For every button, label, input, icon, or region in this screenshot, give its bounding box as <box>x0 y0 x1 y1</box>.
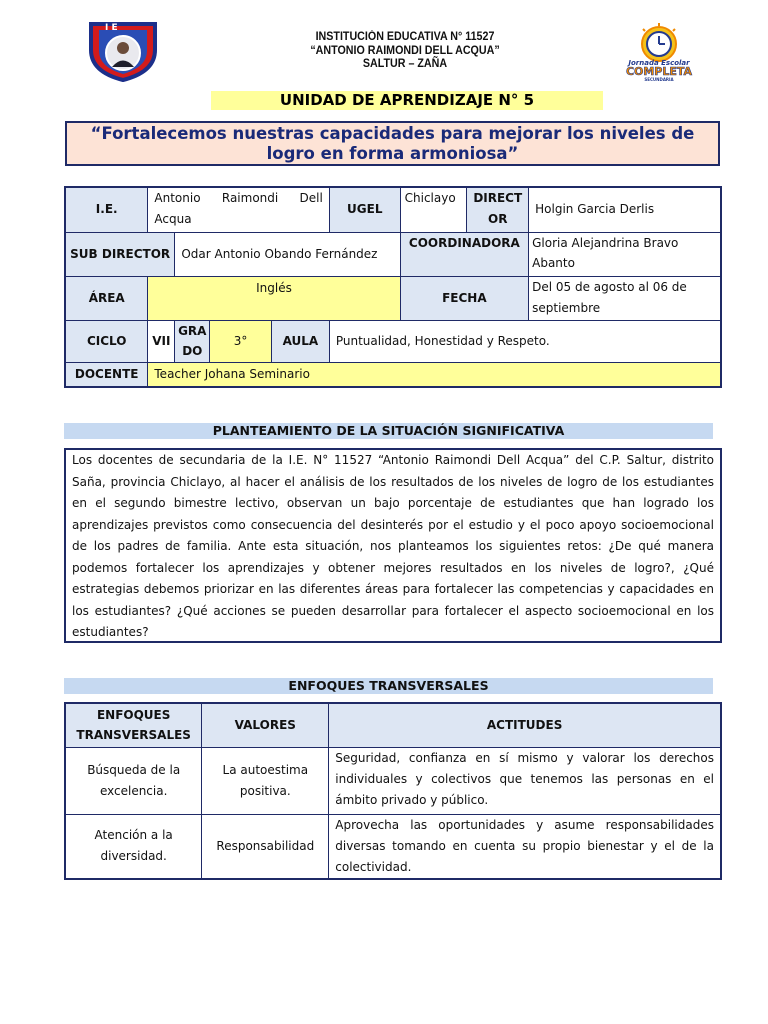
unit-title: UNIDAD DE APRENDIZAJE N° 5 <box>211 91 603 110</box>
fecha-label: FECHA <box>400 276 528 320</box>
situation-section-title: PLANTEAMIENTO DE LA SITUACIÓN SIGNIFICATIVA <box>64 423 713 439</box>
enfoque-cell: Búsqueda de la excelencia. <box>65 747 202 814</box>
valor-cell: La autoestima positiva. <box>202 747 329 814</box>
ie-value: Antonio Raimondi Dell Acqua <box>154 191 323 226</box>
coordinadora-label: COORDINADORA <box>400 232 528 276</box>
aula-value: Puntualidad, Honestidad y Respeto. <box>329 320 721 362</box>
ugel-value: Chiclayo <box>400 187 467 232</box>
svg-text:I E: I E <box>105 23 118 33</box>
table-row <box>65 814 721 879</box>
situation-text: Los docentes de secundaria de la I.E. N° 11527 “Antonio Raimondi Dell Acqua” del C.P. Saltur, distrito Saña, provincia Chiclayo, al hacer el análisis de los resultados de los niveles de logro de los estudiantes en el segundo bimestre lectivo, observan un bajo porcentaje de estudiantes que han logrado los aprendizajes previstos como consecuencia del desinterés por el estudio y el poco apoyo socioemocional de los padres de familia. Ante esta situación, nos planteamos los siguientes retos: ¿De qué manera podemos fortalecer los aprendizajes y obtener mejores resultados en los niveles de logro?, ¿Qué estrategias debemos priorizar en las diferentes áreas para fortalecer las competencias y capacidades en los estudiantes? ¿Qué acciones se pueden desarrollar para fortalecer el aspecto socioemocional en los estudiantes? <box>64 448 722 643</box>
director-value: Holgin Garcia Derlis <box>529 187 721 232</box>
enfoques-header-valores: VALORES <box>202 703 329 747</box>
ciclo-value: VII <box>148 320 175 362</box>
enfoques-section-title: ENFOQUES TRANSVERSALES <box>64 678 713 694</box>
enfoques-table <box>64 702 722 880</box>
docente-value: Teacher Johana Seminario <box>148 362 721 387</box>
general-info-table <box>64 186 722 388</box>
area-label: ÁREA <box>65 276 148 320</box>
grado-label: GRADO <box>175 320 210 362</box>
subdirector-label: SUB DIRECTOR <box>65 232 175 276</box>
svg-text:SECUNDARIA: SECUNDARIA <box>644 77 674 82</box>
area-value: Inglés <box>148 276 400 320</box>
unit-slogan: “Fortalecemos nuestras capacidades para mejorar los niveles de logro en forma armoniosa” <box>65 121 720 166</box>
school-location-line: SALTUR – ZAÑA <box>362 58 448 70</box>
jornada-completa-logo <box>616 23 702 83</box>
subdirector-value: Odar Antonio Obando Fernández <box>175 232 400 276</box>
ciclo-label: CICLO <box>65 320 148 362</box>
ie-label: I.E. <box>65 187 148 232</box>
enfoques-header-actitudes: ACTITUDES <box>329 703 721 747</box>
enfoque-cell: Atención a la diversidad. <box>65 814 202 879</box>
school-header <box>261 31 549 72</box>
aula-label: AULA <box>272 320 330 362</box>
enfoques-header-enfoque: ENFOQUES TRANSVERSALES <box>65 703 202 747</box>
coordinadora-value: Gloria Alejandrina Bravo Abanto <box>529 232 721 276</box>
svg-text:Jornada Escolar: Jornada Escolar <box>628 59 690 67</box>
school-subname-line: “ANTONIO RAIMONDI DELL ACQUA” <box>310 44 500 57</box>
fecha-value: Del 05 de agosto al 06 de septiembre <box>529 276 721 320</box>
director-label: DIRECTOR <box>467 187 529 232</box>
grado-value: 3° <box>210 320 272 362</box>
ugel-label: UGEL <box>329 187 400 232</box>
actitud-cell: Seguridad, confianza en sí mismo y valorar los derechos individuales y colectivos que tenemos las personas en el ámbito privado y público. <box>329 747 721 814</box>
valor-cell: Responsabilidad <box>202 814 329 879</box>
school-shield-logo <box>88 20 158 82</box>
table-row <box>65 747 721 814</box>
school-name-line: INSTITUCIÓN EDUCATIVA N° 11527 <box>315 31 495 43</box>
actitud-cell: Aprovecha las oportunidades y asume responsabilidades diversas tomando en cuenta su propio bienestar y el de la colectividad. <box>329 814 721 879</box>
svg-text:COMPLETA: COMPLETA <box>625 65 693 78</box>
docente-label: DOCENTE <box>65 362 148 387</box>
